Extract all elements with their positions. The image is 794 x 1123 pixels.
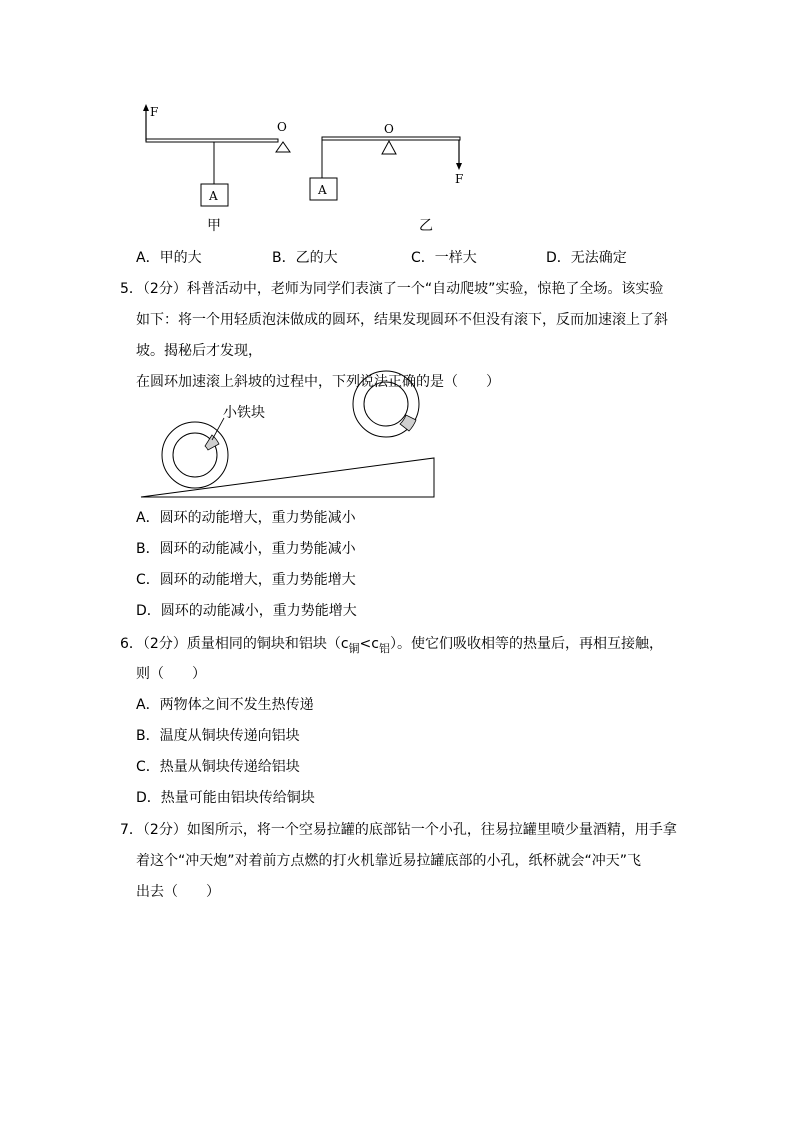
q6-c: c (371, 636, 379, 652)
q6-stem-line1 (120, 637, 663, 654)
q5-text-1: 科普活动中，老师为同学们表演了一个“自动爬坡”实验，惊艳了全场。该实验 (186, 281, 664, 297)
q4-option-b[interactable]: B．乙的大 (272, 250, 338, 266)
q6-option-a[interactable]: A．两物体之间不发生热传递 (136, 697, 314, 713)
q4-option-c[interactable]: C．一样大 (411, 250, 477, 266)
q7-number: 7．（2分） (120, 822, 187, 838)
label-a-left: A (209, 189, 218, 203)
q5-stem-line3: 坡。揭秘后才发现， (136, 343, 262, 359)
q7-text-1: 如图所示，将一个空易拉罐的底部钻一个小孔，往易拉罐里喷少量酒精，用手拿 (186, 822, 677, 838)
label-a-right: A (318, 183, 327, 197)
label-f-right: F (455, 172, 464, 186)
label-o-right: O (384, 122, 394, 136)
q7-stem-line1 (120, 823, 677, 837)
q6-option-b[interactable]: B．温度从铜块传递向铝块 (136, 728, 300, 744)
q4-option-a[interactable]: A．甲的大 (136, 250, 202, 266)
iron-block-label: 小铁块 (223, 405, 265, 421)
q5-number: 5．（2分） (120, 281, 187, 297)
label-o-left: O (277, 120, 287, 134)
q6-option-d[interactable]: D．热量可能由铝块传给铜块 (136, 790, 315, 806)
q4-option-d[interactable]: D．无法确定 (546, 250, 627, 266)
q6-sub-al: 铝 (378, 641, 390, 655)
q6-text-1a: 质量相同的铜块和铝块（c (186, 636, 349, 652)
q5-option-b[interactable]: B．圆环的动能减小，重力势能减小 (136, 541, 356, 557)
q6-lt: < (359, 636, 372, 652)
q5-stem-line4: 在圆环加速滚上斜坡的过程中，下列说法正确的是（ ） (136, 374, 500, 390)
q5-option-c[interactable]: C．圆环的动能增大，重力势能增大 (136, 572, 356, 588)
ring-left (162, 418, 228, 488)
q5-stem-line2: 如下：将一个用轻质泡沫做成的圆环，结果发现圆环不但没有滚下，反而加速滚上了斜 (136, 312, 668, 328)
q6-option-c[interactable]: C．热量从铜块传递给铝块 (136, 759, 300, 775)
ramp-figure (0, 0, 794, 520)
q6-stem-line2: 则（ ） (136, 666, 206, 682)
ramp (141, 458, 434, 497)
q5-option-a[interactable]: A．圆环的动能增大，重力势能减小 (136, 510, 356, 526)
q6-text-1b: ）。使它们吸收相等的热量后，再相互接触， (389, 636, 663, 652)
ring-right (353, 371, 419, 437)
caption-yi: 乙 (419, 218, 433, 234)
q7-stem-line3: 出去（ ） (136, 884, 220, 900)
q5-option-d[interactable]: D．圆环的动能减小，重力势能增大 (136, 603, 357, 619)
label-f-left: F (150, 105, 159, 119)
q6-number: 6．（2分） (120, 636, 187, 652)
q7-stem-line2: 着这个“冲天炮”对着前方点燃的打火机靠近易拉罐底部的小孔，纸杯就会“冲天”飞 (136, 853, 642, 869)
caption-jia: 甲 (207, 218, 221, 234)
q6-sub-cu: 铜 (348, 641, 360, 655)
